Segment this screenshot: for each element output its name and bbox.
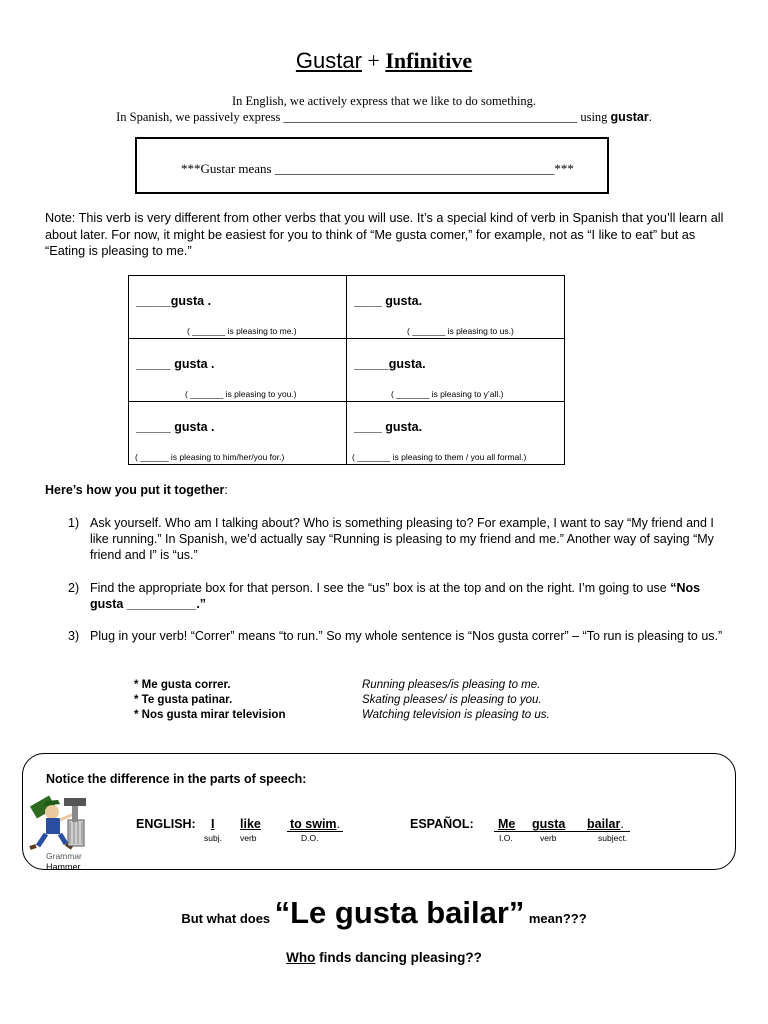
cell-main: ____ gusta. bbox=[354, 420, 423, 434]
page-title bbox=[0, 48, 768, 74]
spanish-pos-subject: subject. bbox=[598, 833, 628, 843]
who-rest: finds dancing pleasing?? bbox=[315, 950, 482, 965]
cell-sub: ( _______ is pleasing to you.) bbox=[185, 389, 297, 399]
step-2-bold: “Nos gusta __________.” bbox=[90, 581, 701, 611]
who-word: Who bbox=[286, 950, 316, 965]
intro-blank: _______________________________________________ bbox=[283, 110, 578, 124]
example-english-2: Skating pleases/ is pleasing to you. bbox=[362, 694, 542, 706]
step-number: 2) bbox=[68, 581, 80, 595]
example-english-3: Watching television is pleasing to us. bbox=[362, 709, 550, 721]
step-number: 3) bbox=[68, 629, 80, 643]
example-spanish-1: * Me gusta correr. bbox=[134, 679, 231, 691]
spanish-pos-io: I.O. bbox=[499, 833, 513, 843]
step-2-text: Find the appropriate box for that person. I see the “us” box is at the top and on the right. I’m going to use bbox=[90, 581, 671, 595]
clipart-caption-hammer: Hammer bbox=[46, 862, 81, 872]
clipart-caption-grammar: Grammar bbox=[46, 851, 82, 861]
cell-main: ____ gusta. bbox=[354, 294, 423, 308]
english-label: ENGLISH: bbox=[136, 817, 196, 831]
step-1 bbox=[68, 515, 728, 565]
english-pos-verb: verb bbox=[240, 833, 257, 843]
pronoun-table bbox=[128, 275, 565, 465]
bottom-question-after: mean??? bbox=[528, 911, 587, 926]
bottom-question bbox=[0, 895, 768, 931]
spanish-word-gusta: gusta bbox=[532, 817, 566, 831]
parts-of-speech-box bbox=[22, 753, 736, 870]
example-english-1: Running pleases/is pleasing to me. bbox=[362, 679, 541, 691]
english-pos-subj: subj. bbox=[204, 833, 222, 843]
intro-line-2-after: using bbox=[580, 110, 608, 124]
step-text bbox=[90, 580, 730, 612]
cell-sub: ( _______ is pleasing to them / you all formal.) bbox=[352, 452, 527, 462]
english-word-i: I bbox=[211, 817, 215, 831]
howto-heading bbox=[45, 483, 228, 497]
step-2 bbox=[68, 580, 728, 614]
cell-main: _____ gusta . bbox=[136, 357, 215, 371]
who-question bbox=[0, 950, 768, 965]
table-cell-him-her bbox=[129, 402, 347, 465]
table-row bbox=[129, 276, 565, 339]
intro-line-2-before: In Spanish, we passively express bbox=[116, 110, 281, 124]
example-spanish-3: * Nos gusta mirar television bbox=[134, 709, 286, 721]
parts-of-speech-heading: Notice the difference in the parts of speech: bbox=[46, 772, 307, 786]
table-cell-yall bbox=[347, 339, 565, 402]
table-row bbox=[129, 339, 565, 402]
title-plus: + bbox=[361, 48, 386, 73]
cell-sub: ( ______ is pleasing to him/her/you for.) bbox=[135, 452, 285, 462]
intro-gustar-bold: gustar bbox=[610, 110, 649, 124]
gustar-definition-box bbox=[135, 137, 609, 194]
intro-line-1: In English, we actively express that we like to do something. bbox=[231, 94, 537, 108]
english-underline-rule bbox=[287, 831, 343, 832]
step-3 bbox=[68, 628, 728, 662]
spanish-word-me: Me bbox=[498, 817, 516, 831]
howto-colon: : bbox=[224, 483, 228, 497]
spanish-period: . bbox=[620, 817, 624, 831]
english-word-to-swim-wrap bbox=[290, 817, 340, 831]
title-infinitive: Infinitive bbox=[385, 48, 473, 73]
cell-main: _____ gusta . bbox=[136, 420, 215, 434]
example-spanish-2: * Te gusta patinar. bbox=[134, 694, 233, 706]
table-cell-them bbox=[347, 402, 565, 465]
gustar-definition-text: ***Gustar means ___________________________________________*** bbox=[181, 161, 574, 176]
table-cell-you bbox=[129, 339, 347, 402]
spanish-word-bailar-wrap bbox=[587, 817, 624, 831]
title-gustar: Gustar bbox=[295, 48, 362, 73]
step-text: Ask yourself. Who am I talking about? Who is something pleasing to? For example, I want to say “My friend and I like running.” In Spanish, we’d actually say “Running is pleasing to my friend and me.” Another way of saying “My friend and I” is “us.” bbox=[90, 516, 714, 562]
spanish-underline-rule bbox=[494, 831, 630, 832]
howto-heading-text: Here’s how you put it together bbox=[45, 483, 225, 497]
cell-main: _____gusta. bbox=[354, 357, 426, 371]
cell-sub: ( _______ is pleasing to y’all.) bbox=[391, 389, 504, 399]
table-cell-me bbox=[129, 276, 347, 339]
english-word-to-swim: to swim bbox=[290, 817, 337, 831]
english-period: . bbox=[336, 817, 341, 831]
spanish-pos-verb: verb bbox=[540, 833, 557, 843]
spanish-label: ESPAÑOL: bbox=[410, 817, 474, 831]
cell-main: _____gusta . bbox=[136, 294, 212, 308]
step-number: 1) bbox=[68, 516, 80, 530]
note-paragraph: Note: This verb is very different from other verbs that you will use. It’s a special kind of verb in Spanish that you’ll learn all about later. For now, it might be easiest for you to think of “Me gusta comer,” for example, not as “I like to eat” but as “Eating is pleasing to me.” bbox=[45, 211, 724, 258]
cell-sub: ( _______ is pleasing to me.) bbox=[187, 326, 297, 336]
spanish-word-bailar: bailar bbox=[587, 817, 621, 831]
english-word-like: like bbox=[240, 817, 261, 831]
bottom-question-phrase: “Le gusta bailar” bbox=[274, 895, 525, 930]
table-cell-us bbox=[347, 276, 565, 339]
english-pos-do: D.O. bbox=[301, 833, 319, 843]
bottom-question-before: But what does bbox=[181, 911, 271, 926]
grammar-hammer-clipart bbox=[24, 790, 94, 860]
intro-period: . bbox=[648, 110, 652, 124]
cell-sub: ( _______ is pleasing to us.) bbox=[407, 326, 514, 336]
table-row bbox=[129, 402, 565, 465]
intro-line-2 bbox=[0, 110, 768, 125]
step-text: Plug in your verb! “Correr” means “to run.” So my whole sentence is “Nos gusta correr” – “To run is pleasing to us.” bbox=[90, 629, 723, 643]
